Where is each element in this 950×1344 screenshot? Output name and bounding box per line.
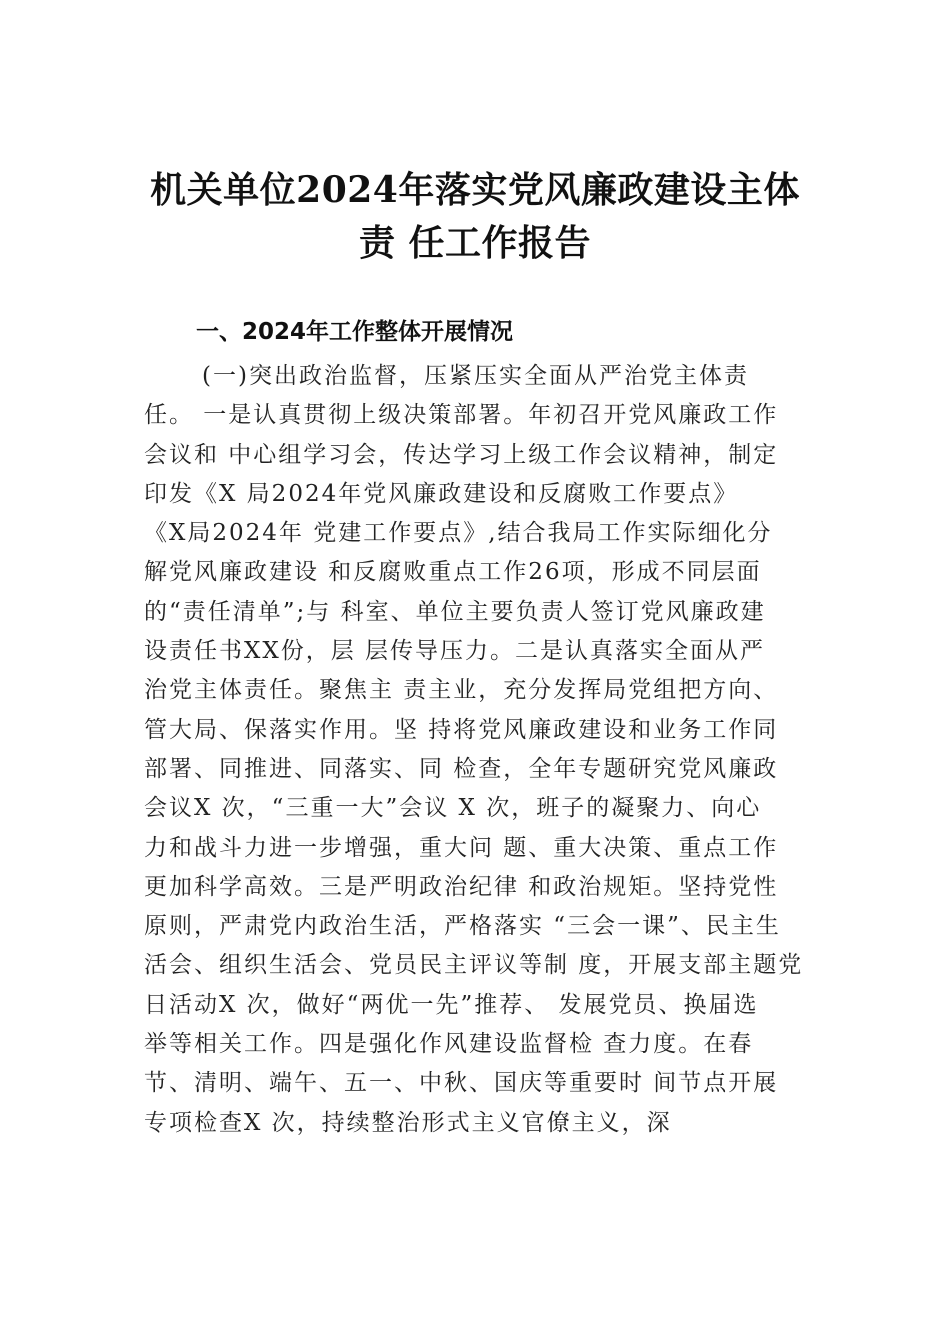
section-heading: 一、2024年工作整体开展情况 <box>196 319 514 345</box>
title-line-2: 责 任工作报告 <box>358 222 592 264</box>
paragraph-line: 部署、同推进、同落实、同 检查，全年专题研究党风廉政 <box>144 755 779 782</box>
paragraph-line: 举等相关工作。四是强化作风建设监督检 查力度。在春 <box>144 1031 754 1058</box>
paragraph-line: 治党主体责任。聚焦主 责主业，充分发挥局党组把方向、 <box>144 677 779 704</box>
paragraph-line: 会议X 次，“三重一大”会议 X 次，班子的凝聚力、向心 <box>144 795 762 822</box>
paragraph-line: 《X局2024年 党建工作要点》,结合我局工作实际细化分 <box>144 520 773 547</box>
paragraph-line: 专项检查X 次，持续整治形式主义官僚主义，深 <box>144 1109 672 1136</box>
paragraph-line: 更加科学高效。三是严明政治纪律 和政治规矩。坚持党性 <box>144 873 779 900</box>
paragraph-line: 节、清明、端午、五一、中秋、国庆等重要时 间节点开展 <box>144 1070 779 1097</box>
body-paragraph <box>144 357 824 1143</box>
paragraph-line: 原则，严肃党内政治生活，严格落实 “三会一课”、民主生 <box>144 913 781 940</box>
paragraph-line: 会议和 中心组学习会，传达学习上级工作会议精神，制定 <box>144 441 779 468</box>
document-title <box>100 164 850 270</box>
paragraph-line: (一)突出政治监督，压紧压实全面从严治党主体责 <box>202 363 749 389</box>
paragraph-line: 日活动X 次，做好“两优一先”推荐、 发展党员、换届选 <box>144 991 759 1018</box>
paragraph-line: 解党风廉政建设 和反腐败重点工作26项，形成不同层面 <box>144 559 762 586</box>
paragraph-line: 管大局、保落实作用。坚 持将党风廉政建设和业务工作同 <box>144 716 779 743</box>
paragraph-line: 力和战斗力进一步增强，重大问 题、重大决策、重点工作 <box>144 834 779 861</box>
paragraph-line: 任。 一是认真贯彻上级决策部署。年初召开党风廉政工作 <box>144 402 779 429</box>
paragraph-line: 印发《X 局2024年党风廉政建设和反腐败工作要点》 <box>144 480 739 507</box>
paragraph-line: 设责任书XX份，层 层传导压力。二是认真落实全面从严 <box>144 638 766 665</box>
paragraph-line: 的“责任清单”;与 科室、单位主要负责人签订党风廉政建 <box>144 598 766 625</box>
paragraph-line: 活会、组织生活会、党员民主评议等制 度，开展支部主题党 <box>144 952 804 979</box>
title-line-1: 机关单位2024年落实党风廉政建设主体 <box>150 169 800 211</box>
